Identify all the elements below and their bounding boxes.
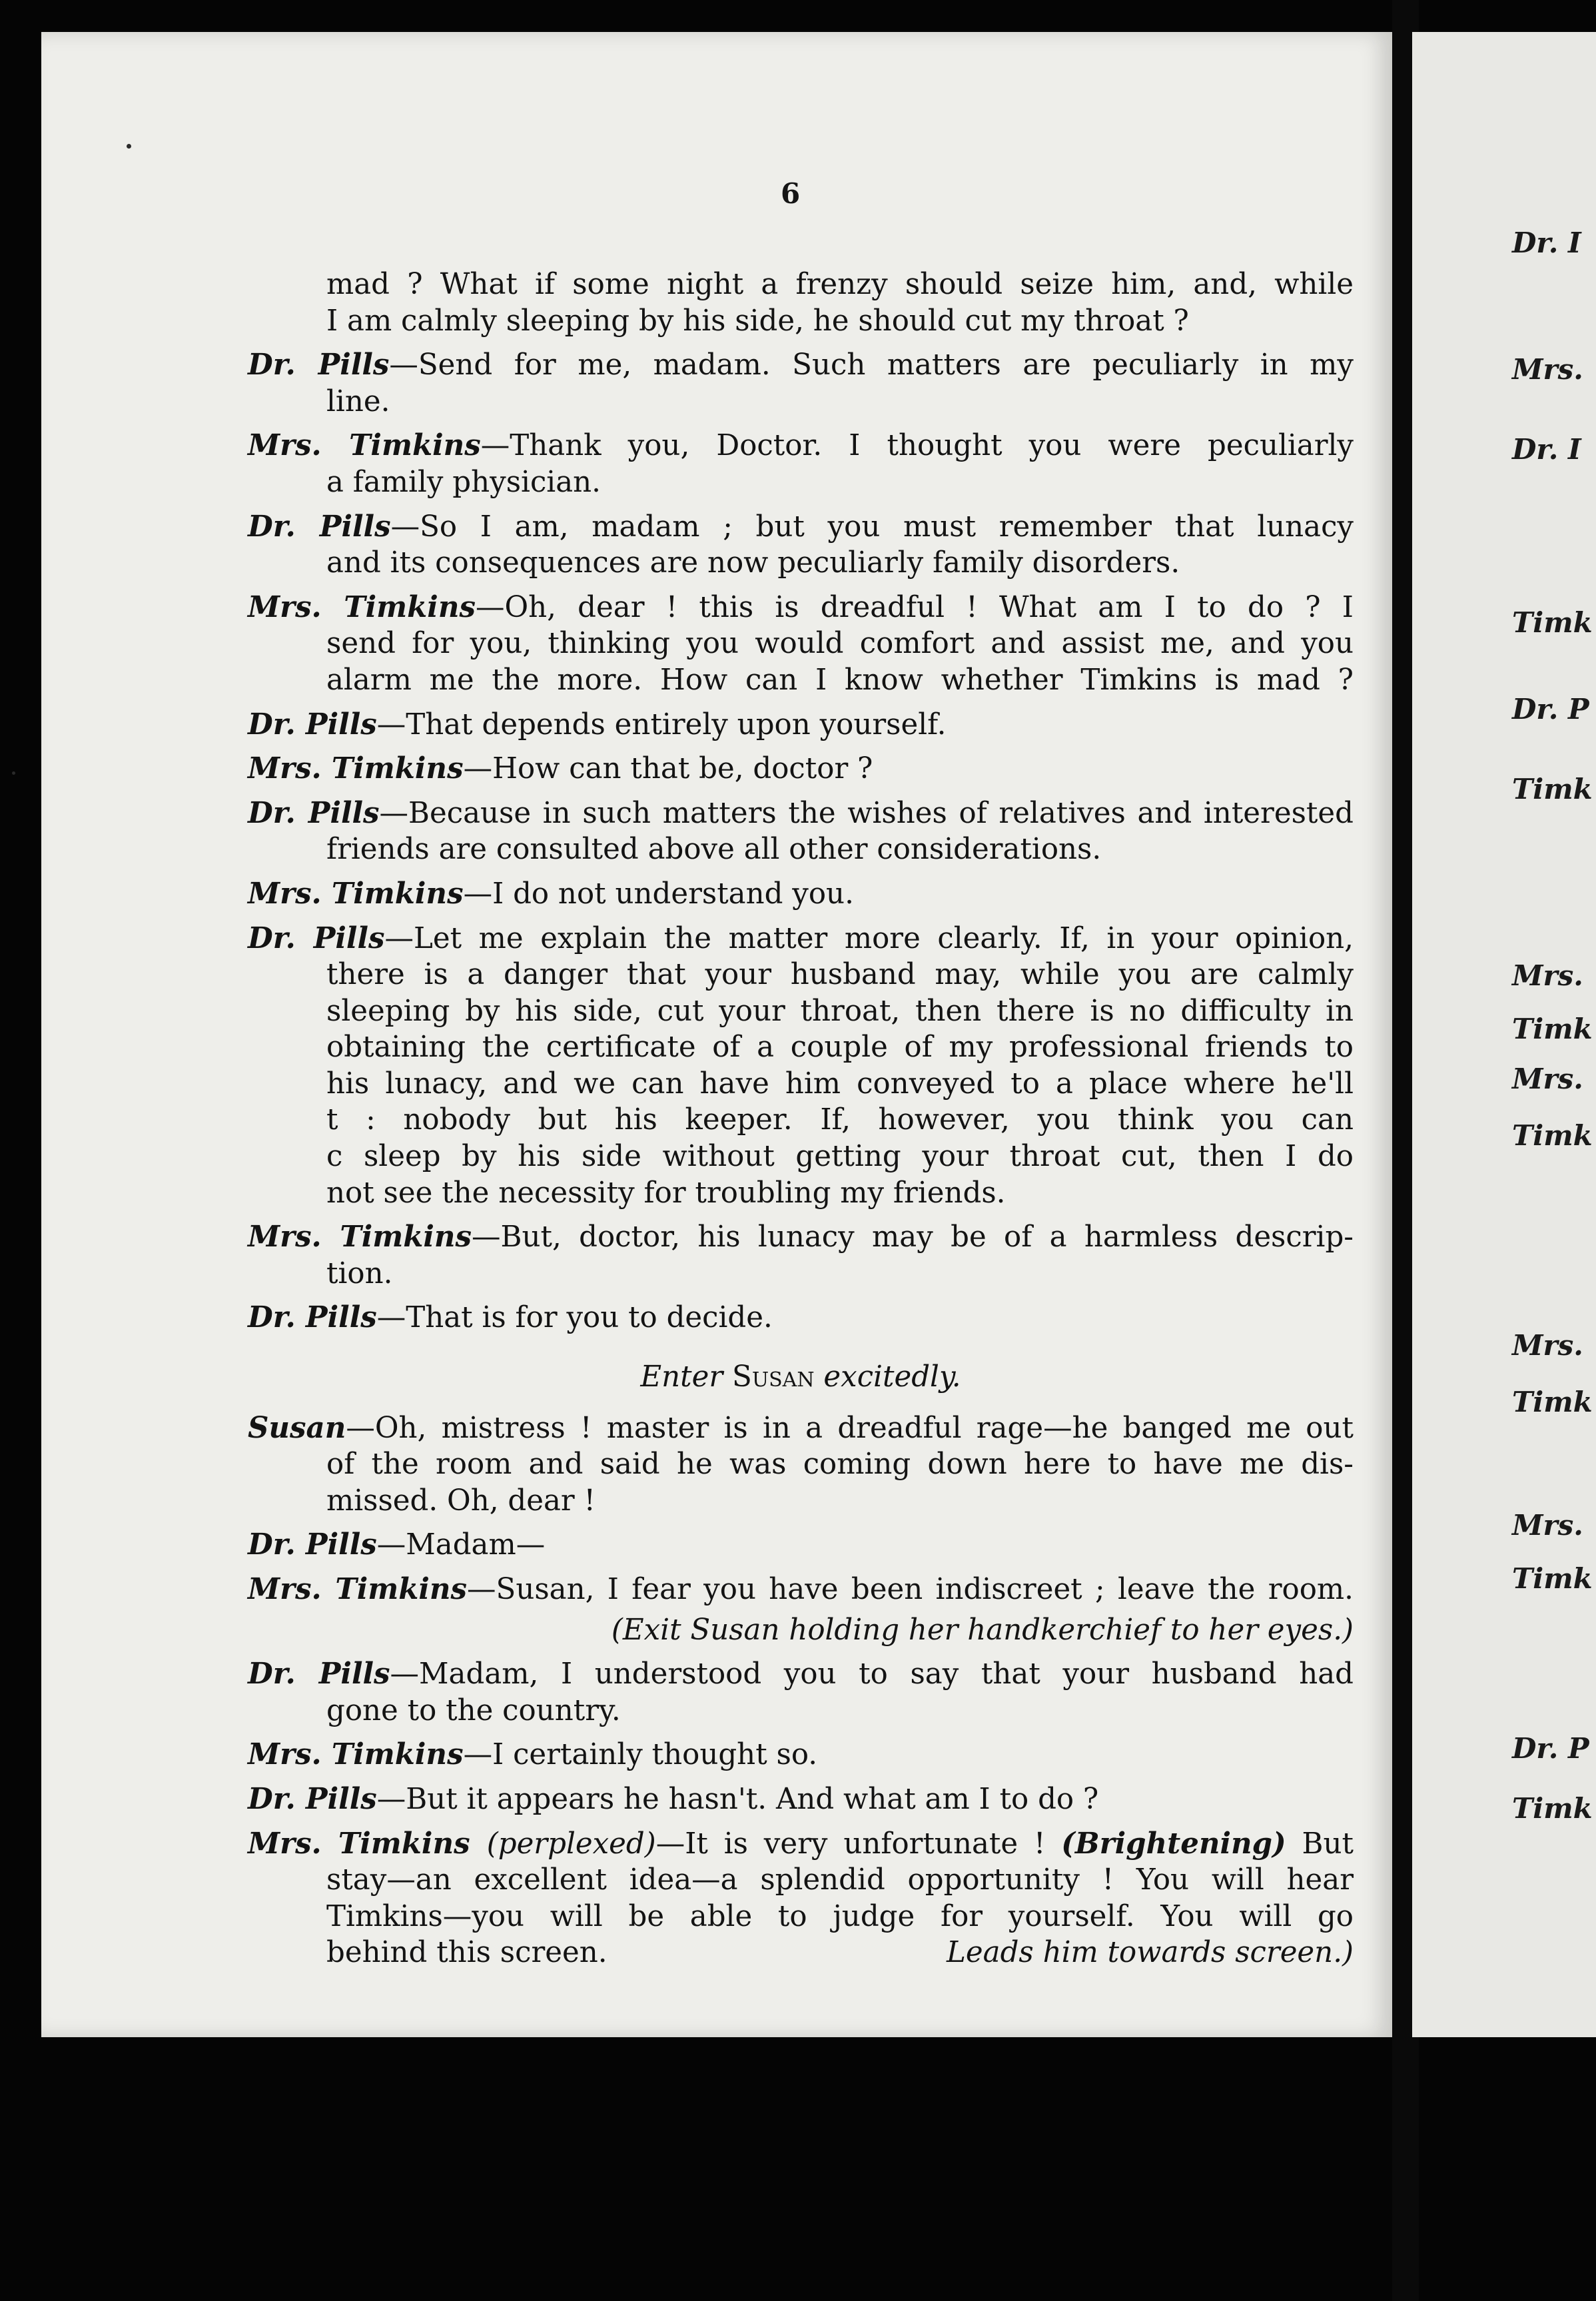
text-line	[248, 751, 1354, 787]
adjacent-speaker: Mrs.	[1512, 1063, 1583, 1095]
line-body: —Susan, I fear you have been indiscreet ; leave the room.	[467, 1573, 1354, 1606]
line-body: —I do not understand you.	[463, 877, 854, 911]
text-line	[248, 509, 1354, 546]
line-text	[326, 466, 601, 499]
speaker-name: Mrs. Timkins	[248, 751, 464, 786]
text-line	[248, 1410, 1354, 1447]
text-line	[248, 662, 1354, 699]
line-body: his lunacy, and we can have him conveyed to a place where he'll	[326, 1067, 1354, 1101]
line-body: But	[1286, 1827, 1354, 1861]
text-line	[248, 795, 1354, 832]
stage-inline: (Brightening)	[1061, 1826, 1286, 1861]
line-body: —Send for me, madam. Such matters are peculiarly in my	[389, 348, 1354, 382]
line-text	[326, 546, 1180, 580]
line-body: —So I am, madam ; but you must remember that lunacy	[390, 510, 1354, 544]
speaker-name: Dr. Pills	[248, 1528, 377, 1562]
line-body: —Oh, dear ! this is dreadful ! What am I to do ? I	[475, 590, 1354, 624]
text-line	[248, 1483, 1354, 1520]
stage-direction-exit: (Exit Susan holding her handkerchief to her eyes.)	[611, 1613, 1354, 1647]
line-body: I am calmly sleeping by his side, he should cut my throat ?	[326, 304, 1189, 338]
line-text	[326, 266, 1354, 303]
text-line	[248, 1656, 1354, 1693]
line-text	[326, 1257, 392, 1290]
line-body: and its consequences are now peculiarly family disorders.	[326, 546, 1180, 580]
line-text	[326, 1694, 621, 1727]
line-text	[248, 752, 873, 785]
line-text	[248, 347, 1354, 384]
line-body: —It is very unfortunate !	[655, 1827, 1062, 1861]
line-body: —I certainly thought so.	[463, 1738, 818, 1772]
text-line	[248, 1446, 1354, 1483]
book-page	[41, 32, 1392, 2037]
line-text	[326, 957, 1354, 993]
line-body: —Madam, I understood you to say that your husband had	[390, 1657, 1354, 1691]
adjacent-speaker: Timk	[1512, 606, 1593, 639]
speaker-name: Dr. Pills	[248, 348, 390, 382]
line-body: alarm me the more. How can I know whether Timkins is mad ?	[326, 663, 1354, 697]
line-text: stay—an excellent idea—a splendid opportunity ! You will hear	[326, 1863, 1354, 1897]
line-body: behind this screen.	[326, 1936, 607, 1970]
text-line	[248, 266, 1354, 303]
line-body: t : nobody but his keeper. If, however, you think you can	[326, 1103, 1354, 1137]
adjacent-speaker: Timk	[1512, 773, 1593, 805]
adjacent-speaker: Mrs.	[1512, 1329, 1583, 1362]
line-text	[326, 833, 1101, 866]
stage-inline: Leads him towards screen.)	[947, 1936, 1354, 1970]
adjacent-speaker: Timk	[1512, 1119, 1593, 1152]
text-line	[248, 1066, 1354, 1103]
line-text	[248, 1528, 545, 1562]
line-text	[326, 993, 1354, 1030]
text-line	[248, 545, 1354, 582]
text-line	[248, 1300, 1354, 1336]
speaker-name: Mrs. Timkins	[248, 1220, 472, 1254]
line-text	[248, 1301, 773, 1334]
speaker-name: Dr. Pills	[248, 795, 380, 830]
text-line	[248, 921, 1354, 957]
speaker-name: Mrs. Timkins	[248, 876, 464, 911]
line-text	[326, 1176, 1006, 1210]
line-body: sleeping by his side, cut your throat, then there is no difficulty in	[326, 994, 1354, 1028]
adjacent-speaker: Dr. P	[1512, 1732, 1589, 1765]
speaker-name: Mrs. Timkins	[248, 1572, 468, 1606]
line-body: friends are consulted above all other considerations.	[326, 833, 1102, 867]
play-text	[248, 266, 1354, 1971]
line-body: —Madam—	[376, 1528, 546, 1562]
line-text	[248, 1826, 1354, 1863]
line-body: obtaining the certificate of a couple of my professional friends to	[326, 1031, 1354, 1065]
text-line	[248, 464, 1354, 501]
adjacent-speaker: Timk	[1512, 1562, 1593, 1595]
text-line	[248, 707, 1354, 743]
line-text	[248, 428, 1354, 464]
line-text	[248, 1783, 1098, 1816]
text-line	[248, 1175, 1354, 1212]
line-text	[248, 795, 1354, 832]
line-text	[326, 1139, 1354, 1175]
speaker-name: Dr. Pills	[248, 1657, 390, 1691]
text-line	[248, 590, 1354, 626]
line-body: c sleep by his side without getting your throat cut, then I do	[326, 1140, 1354, 1174]
text-line	[248, 303, 1354, 340]
stage-inline: (perplexed)	[486, 1827, 656, 1861]
speaker-name: Dr. Pills	[248, 707, 377, 741]
line-text	[326, 1066, 1354, 1103]
speaker-name: Dr. Pills	[248, 509, 391, 544]
line-body: —That is for you to decide.	[376, 1301, 773, 1335]
line-text	[248, 509, 1354, 546]
line-body: tion.	[326, 1256, 393, 1290]
line-text	[326, 662, 1354, 699]
line-body: mad ? What if some night a frenzy should seize him, and, while	[326, 268, 1354, 301]
speaker-name: Dr. Pills	[248, 1781, 377, 1816]
text-line	[248, 993, 1354, 1030]
line-text	[326, 1484, 596, 1518]
text-line	[248, 626, 1354, 662]
adjacent-speaker: Dr. P	[1512, 693, 1589, 725]
stage-direction-enter	[248, 1359, 1354, 1396]
adjacent-speaker: Dr. I	[1512, 227, 1581, 259]
line-body: a family physician.	[326, 465, 601, 499]
text-line	[248, 1029, 1354, 1066]
line-text	[248, 1656, 1354, 1693]
adjacent-speaker: Timk	[1512, 1013, 1593, 1045]
text-line	[248, 1527, 1354, 1564]
line-text	[326, 1102, 1354, 1139]
adjacent-speaker: Mrs.	[1512, 1509, 1583, 1542]
page-number: 6	[781, 177, 801, 210]
line-body: gone to the country.	[326, 1693, 621, 1727]
line-body: —That depends entirely upon yourself.	[376, 707, 947, 741]
speaker-name: Mrs. Timkins	[248, 590, 476, 624]
line-body: —But it appears he hasn't. And what am I to do ?	[376, 1782, 1099, 1816]
speaker-name: Mrs. Timkins	[248, 1826, 487, 1861]
line-text	[248, 1410, 1354, 1447]
speaker-name: Dr. Pills	[248, 921, 385, 955]
line-text	[248, 1219, 1354, 1256]
line-text	[248, 708, 947, 741]
line-text	[326, 304, 1189, 338]
adjacent-speaker: Mrs.	[1512, 353, 1583, 386]
line-text	[326, 1446, 1354, 1483]
line-text	[248, 921, 1354, 957]
line-text	[326, 626, 1354, 662]
stage-character: Susan	[732, 1360, 815, 1394]
line-body: there is a danger that your husband may, while you are calmly	[326, 958, 1354, 992]
text-line	[248, 1781, 1354, 1818]
stage-text: Enter	[640, 1360, 733, 1394]
line-body: —How can that be, doctor ?	[463, 752, 873, 786]
speaker-name: Dr. Pills	[248, 1300, 377, 1335]
line-body: line.	[326, 384, 390, 418]
text-line	[248, 1737, 1354, 1773]
text-line	[248, 831, 1354, 868]
text-line	[248, 1899, 1354, 1935]
line-text	[248, 1738, 817, 1771]
line-body: —Oh, mistress ! master is in a dreadful rage—he banged me out	[346, 1411, 1354, 1445]
text-line	[248, 1826, 1354, 1863]
speaker-name: Susan	[248, 1410, 346, 1445]
margin-speck	[127, 144, 131, 149]
adjacent-speaker: Timk	[1512, 1386, 1593, 1418]
text-line	[248, 1256, 1354, 1292]
text-line	[248, 384, 1354, 420]
text-line	[248, 347, 1354, 384]
line-body: —Thank you, Doctor. I thought you were peculiarly	[480, 429, 1354, 463]
speaker-name: Mrs. Timkins	[248, 1737, 464, 1772]
text-line	[248, 428, 1354, 464]
text-line	[248, 957, 1354, 993]
text-line	[248, 876, 1354, 913]
adjacent-speaker: Dr. I	[1512, 433, 1581, 466]
speaker-name: Mrs. Timkins	[248, 428, 481, 463]
stage-text: excitedly.	[814, 1360, 961, 1394]
text-line	[248, 1935, 1354, 1971]
line-body: of the room and said he was coming down here to have me dis-	[326, 1448, 1354, 1482]
line-body: —Let me explain the matter more clearly. If, in your opinion,	[384, 921, 1354, 955]
line-body: send for you, thinking you would comfort and assist me, and you	[326, 627, 1354, 661]
adjacent-speaker: Timk	[1512, 1792, 1593, 1825]
adjacent-page-fragment	[1412, 32, 1596, 2037]
line-body: —Because in such matters the wishes of relatives and interested	[379, 796, 1354, 830]
text-line	[248, 1693, 1354, 1729]
text-line	[248, 1572, 1354, 1608]
margin-speck	[12, 771, 15, 775]
line-body: missed. Oh, dear !	[326, 1484, 596, 1518]
adjacent-speaker: Mrs.	[1512, 959, 1583, 992]
line-body: —But, doctor, his lunacy may be of a harmless descrip-	[472, 1220, 1354, 1254]
line-text	[248, 1572, 1354, 1608]
text-line	[248, 1862, 1354, 1899]
text-line	[248, 1102, 1354, 1139]
text-line	[248, 1139, 1354, 1175]
line-body: not see the necessity for troubling my friends.	[326, 1176, 1006, 1210]
line-text	[248, 877, 854, 911]
text-line	[248, 1219, 1354, 1256]
line-text: Timkins—you will be able to judge for yourself. You will go	[326, 1899, 1354, 1933]
line-text	[326, 1029, 1354, 1066]
line-text	[326, 385, 390, 418]
line-text	[248, 590, 1354, 626]
